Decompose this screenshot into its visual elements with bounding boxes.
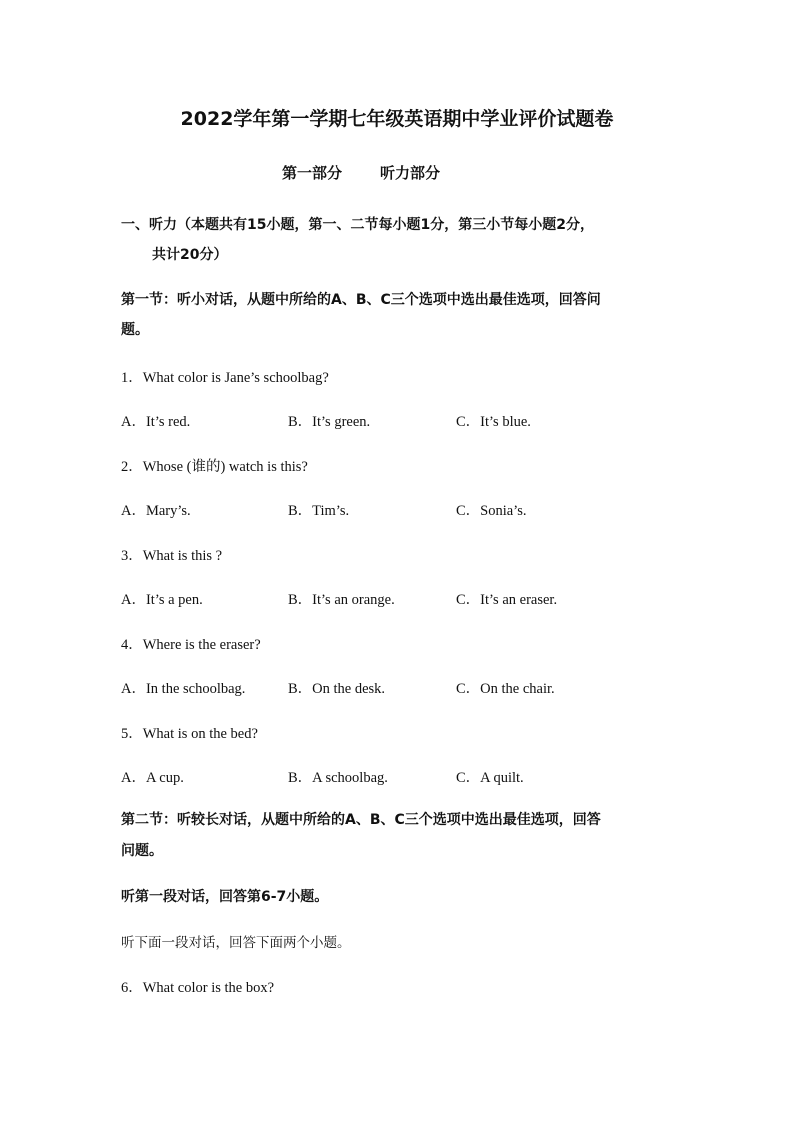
q2-option-b: B．Tim’s.	[288, 503, 350, 519]
section-one-line2: 共计20分）	[152, 247, 228, 263]
dialog1-heading: 听第一段对话，回答第6-7小题。	[121, 889, 329, 905]
part-sub: 听力部分	[380, 164, 441, 182]
subsection1-line1: 第一节：听小对话，从题中所给的A、B、C三个选项中选出最佳选项，回答问	[121, 292, 601, 308]
part-heading	[282, 162, 440, 183]
q1-option-c: C．It’s blue.	[456, 414, 531, 430]
q5-option-b: B．A schoolbag.	[288, 770, 388, 786]
q2-option-c: C．Sonia’s.	[456, 503, 527, 519]
exam-title: 2022学年第一学期七年级英语期中学业评价试题卷	[180, 108, 614, 130]
q3-option-a: A．It’s a pen.	[121, 592, 203, 608]
q2-option-a: A．Mary’s.	[121, 503, 191, 519]
subsection1-line2: 题。	[121, 322, 149, 338]
subsection2-line2: 问题。	[121, 843, 163, 859]
section-one-line1: 一、听力（本题共有15小题，第一、二节每小题1分，第三小节每小题2分，	[121, 217, 594, 233]
dialog1-instruction: 听下面一段对话，回答下面两个小题。	[121, 935, 351, 951]
question-2: 2．Whose (谁的) watch is this?	[121, 459, 308, 475]
q4-option-c: C．On the chair.	[456, 681, 555, 697]
question-6: 6．What color is the box?	[121, 980, 275, 996]
q3-option-c: C．It’s an eraser.	[456, 592, 558, 608]
q4-option-a: A．In the schoolbag.	[121, 681, 246, 697]
subsection2-line1: 第二节：听较长对话，从题中所给的A、B、C三个选项中选出最佳选项，回答	[121, 812, 601, 828]
part-name: 第一部分	[282, 164, 343, 182]
q5-option-a: A．A cup.	[121, 770, 184, 786]
q1-option-a: A．It’s red.	[121, 414, 191, 430]
q3-option-b: B．It’s an orange.	[288, 592, 395, 608]
question-3: 3．What is this ?	[121, 548, 223, 564]
q4-option-b: B．On the desk.	[288, 681, 386, 697]
question-4: 4．Where is the eraser?	[121, 637, 261, 653]
question-5: 5．What is on the bed?	[121, 726, 258, 742]
q1-option-b: B．It’s green.	[288, 414, 371, 430]
q5-option-c: C．A quilt.	[456, 770, 524, 786]
question-1: 1．What color is Jane’s schoolbag?	[121, 370, 329, 386]
